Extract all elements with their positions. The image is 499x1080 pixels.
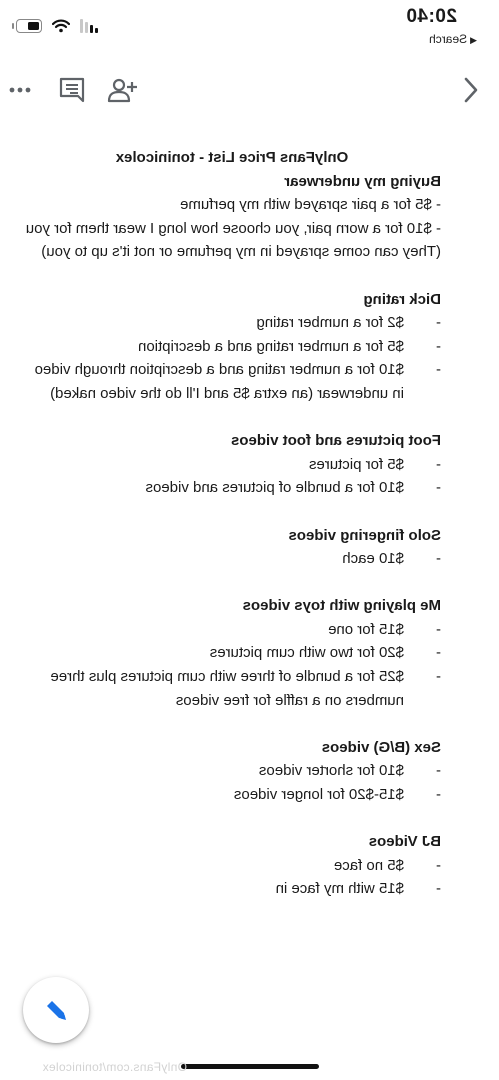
more-options-button[interactable]: [0, 72, 40, 108]
bj-list: [23, 854, 441, 901]
heading-sex: Sex (B/G) videos: [321, 738, 441, 756]
comment-icon: [59, 77, 85, 103]
underwear-line: (They can come sprayed in my perfume or not it's up to you): [41, 243, 441, 261]
list-item: - $25 for a bundle of three with cum pictures plus three numbers on a raffle for free videos: [23, 665, 441, 712]
underwear-line: - $5 for a pair sprayed with my perfume: [180, 196, 441, 214]
wifi-icon: [52, 19, 70, 33]
status-time: 20:40: [405, 6, 457, 27]
chevron-left-icon: [460, 76, 482, 104]
home-indicator[interactable]: [181, 1064, 319, 1069]
list-item: - $5 for a number rating and a description: [23, 335, 441, 359]
watermark: OnlyFans.com/toninicolex: [42, 1060, 187, 1074]
sex-list: [23, 759, 441, 806]
edit-pencil-icon: [43, 997, 69, 1023]
heading-foot: Foot pictures and foot videos: [230, 432, 441, 450]
list-item: - $15-$20 for longer videos: [23, 783, 441, 807]
status-bar: [0, 0, 499, 52]
heading-toys: Me playing with toys videos: [242, 597, 441, 615]
heading-underwear: Buying my underwear: [284, 172, 441, 190]
list-item: - $15 with my face in: [23, 877, 441, 901]
list-item: - $15 for one: [23, 618, 441, 642]
add-person-icon: [107, 77, 137, 103]
dick-rating-list: [23, 311, 441, 405]
list-item: - $2 for a number rating: [23, 311, 441, 335]
comments-button[interactable]: [52, 72, 92, 108]
heading-bj: BJ Videos: [368, 833, 441, 851]
back-to-app-link[interactable]: [429, 32, 477, 46]
share-add-person-button[interactable]: [102, 72, 142, 108]
foot-list: [23, 453, 441, 500]
list-item: - $5 for pictures: [23, 453, 441, 477]
cellular-signal-icon: [80, 19, 98, 33]
back-chevron-button[interactable]: [451, 72, 491, 108]
list-item: - $10 for shorter videos: [23, 759, 441, 783]
list-item: - $10 for a bundle of pictures and videos: [23, 476, 441, 500]
toys-list: [23, 618, 441, 712]
back-app-label: Search: [429, 32, 468, 46]
toolbar: [0, 62, 499, 118]
underwear-line: - $10 for a worn pair, you choose how long I wear them for you: [25, 219, 441, 237]
document-title: OnlyFans Price List - toninicolex: [115, 149, 349, 166]
heading-dick-rating: Dick rating: [363, 290, 441, 308]
list-item: - $10 for a number rating and a description through video in underwear (an extra $5 and I'll do the video naked): [23, 358, 441, 405]
system-icons: [16, 15, 98, 33]
edit-fab-button[interactable]: [23, 977, 89, 1043]
solo-list: [23, 547, 441, 571]
battery-icon: [16, 19, 42, 33]
document-body[interactable]: [23, 146, 441, 901]
heading-solo: Solo fingering videos: [288, 526, 441, 544]
list-item: - $10 each: [23, 547, 441, 571]
back-triangle-icon: ◀: [470, 35, 477, 45]
list-item: - $5 no face: [23, 854, 441, 878]
list-item: - $20 for two with cum pictures: [23, 641, 441, 665]
more-horizontal-icon: [8, 86, 32, 94]
